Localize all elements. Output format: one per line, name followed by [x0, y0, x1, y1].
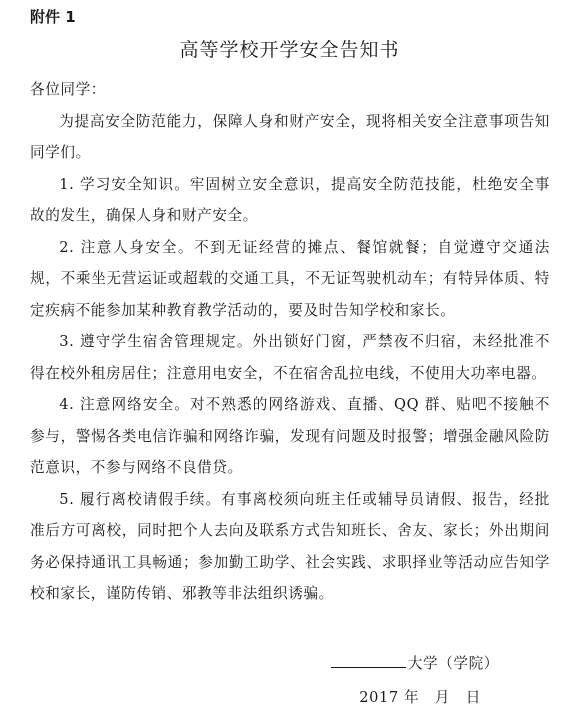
- signature-line: [331, 652, 499, 675]
- document-title: 高等学校开学安全告知书: [179, 39, 400, 61]
- item-paragraph-2: 2. 注意人身安全。不到无证经营的摊点、餐馆就餐；自觉遵守交通法规，不乘坐无营运证或超载的交通工具，不无证驾驶机动车；有特异体质、特定疾病不能参加某种教育教学活动的，要及时告知学校和家长。: [30, 238, 550, 319]
- item-paragraph-5: 5. 履行离校请假手续。有事离校须向班主任或辅导员请假、报告，经批准后方可离校，同时把个人去向及联系方式告知班长、舍友、家长；外出期间务必保持通讯工具畅通；参加勤工助学、社会实践、求职择业等活动应告知学校和家长，谨防传销、邪教等非法组织诱骗。: [30, 490, 550, 602]
- item-paragraph-1: 1. 学习安全知识。牢固树立安全意识，提高安全防范技能，杜绝安全事故的发生，确保人身和财产安全。: [30, 175, 550, 224]
- greeting: 各位同学：: [30, 81, 106, 98]
- letter-body: [30, 74, 550, 610]
- signature-org: 大学（学院）: [407, 655, 499, 672]
- signature-blank: [331, 652, 406, 668]
- attachment-label: 附件 1: [30, 8, 76, 26]
- item-paragraph-3: 3. 遵守学生宿舍管理规定。外出锁好门窗，严禁夜不归宿，未经批准不得在校外租房居住；注意用电安全，不在宿舍乱拉电线，不使用大功率电器。: [30, 333, 550, 382]
- signature-date: 2017 年 月 日: [359, 689, 481, 706]
- intro-paragraph: 为提高安全防范能力，保障人身和财产安全，现将相关安全注意事项告知同学们。: [30, 112, 550, 161]
- item-paragraph-4: 4. 注意网络安全。对不熟悉的网络游戏、直播、QQ 群、贴吧不接触不参与，警惕各类电信诈骗和网络诈骗，发现有问题及时报警；增强金融风险防范意识，不参与网络不良借贷。: [30, 396, 550, 476]
